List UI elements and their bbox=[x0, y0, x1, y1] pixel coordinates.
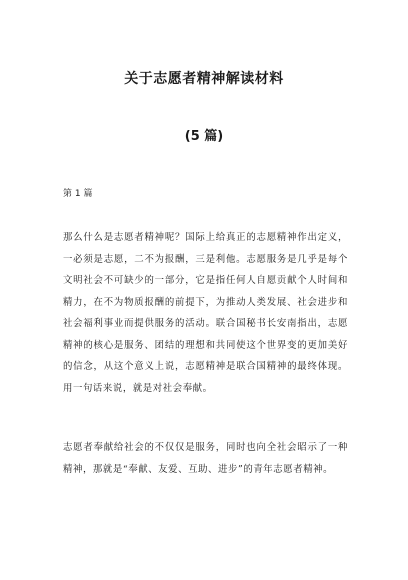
document-title: 关于志愿者精神解读材料 bbox=[124, 71, 284, 87]
section-label: 第 1 篇 bbox=[63, 189, 93, 199]
document-subtitle: (5 篇) bbox=[184, 129, 224, 144]
paragraph-2: 志愿者奉献给社会的不仅仅是服务，同时也向全社会昭示了一种精神，那就是“奉献、友爱、互助、进步”的青年志愿者精神。 bbox=[63, 442, 348, 475]
paragraph-1: 那么什么是志愿者精神呢？国际上给真正的志愿精神作出定义，一必须是志愿，二不为报酬，三是利他。志愿服务是几乎是每个文明社会不可缺少的一部分，它是指任何人自愿贡献个人时间和精力，在不为物质报酬的前提下，为推动人类发展、社会进步和社会福利事业而提供服务的活动。联合国秘书长安南指出，志愿精神的核心是服务、团结的理想和共同使这个世界变的更加美好的信念，从这个意义上说，志愿精神是联合国精神的最终体现。用一句话来说，就是对社会奉献。 bbox=[63, 232, 348, 394]
